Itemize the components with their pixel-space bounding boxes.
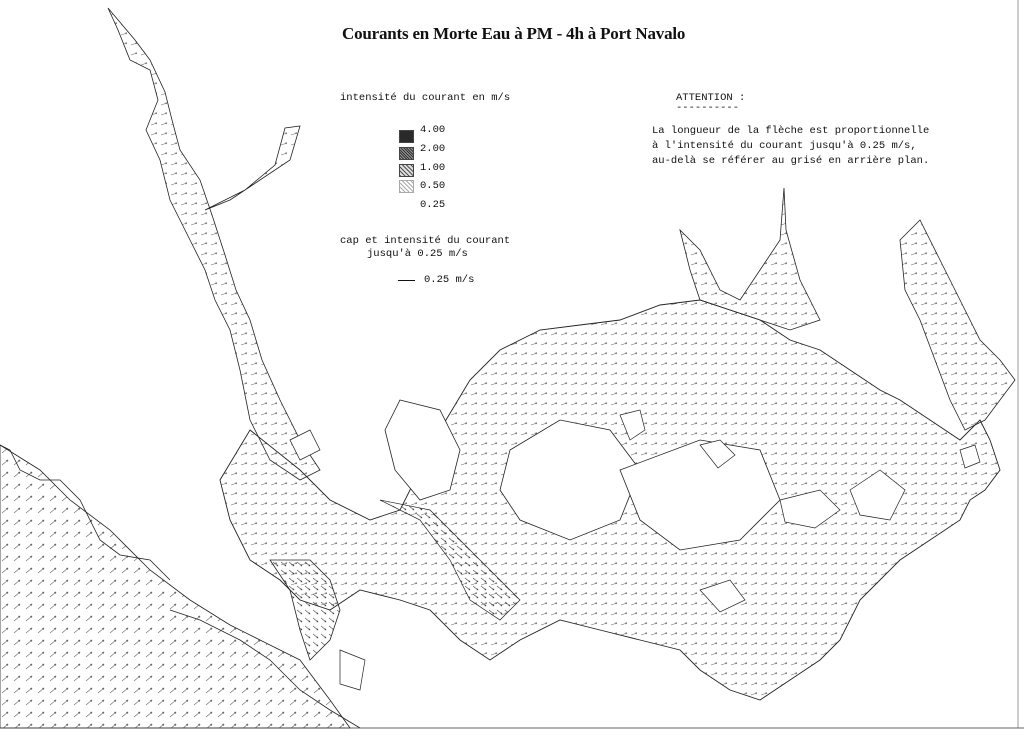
arrow-scale-label: 0.25 m/s [424,274,475,286]
attention-line-1: La longueur de la flèche est proportionnelle [652,125,930,137]
legend-level-025: 0.25 [420,199,446,211]
medium-stipple-icon [399,147,414,160]
attention-line-3: au-delà se référer au grisé en arrière plan. [652,155,930,167]
attention-heading: ATTENTION : [676,92,746,104]
northern-branch [205,126,300,210]
dark-stipple-icon [399,130,414,143]
legend-level-2: 2.00 [420,143,446,155]
arrow-legend-subheading: jusqu'à 0.25 m/s [367,248,468,260]
map-title: Courants en Morte Eau à PM - 4h à Port Navalo [342,24,686,43]
arrow-legend-heading: cap et intensité du courant [340,235,511,247]
legend-level-4: 4.00 [420,124,446,136]
legend-heading: intensité du courant en m/s [340,92,511,104]
faint-stipple-icon [399,180,414,193]
western-river-channel [108,8,320,480]
legend-level-05: 0.50 [420,180,446,192]
attention-line-2: à l'intensité du courant jusqu'à 0.25 m/s, [652,140,917,152]
eastern-inlet [900,220,1015,430]
arrow-scale-icon [398,280,415,281]
island-small-6 [340,650,365,690]
attention-underline: ---------- [676,102,740,114]
light-stipple-icon [399,164,414,177]
legend-level-1: 1.00 [420,162,446,174]
